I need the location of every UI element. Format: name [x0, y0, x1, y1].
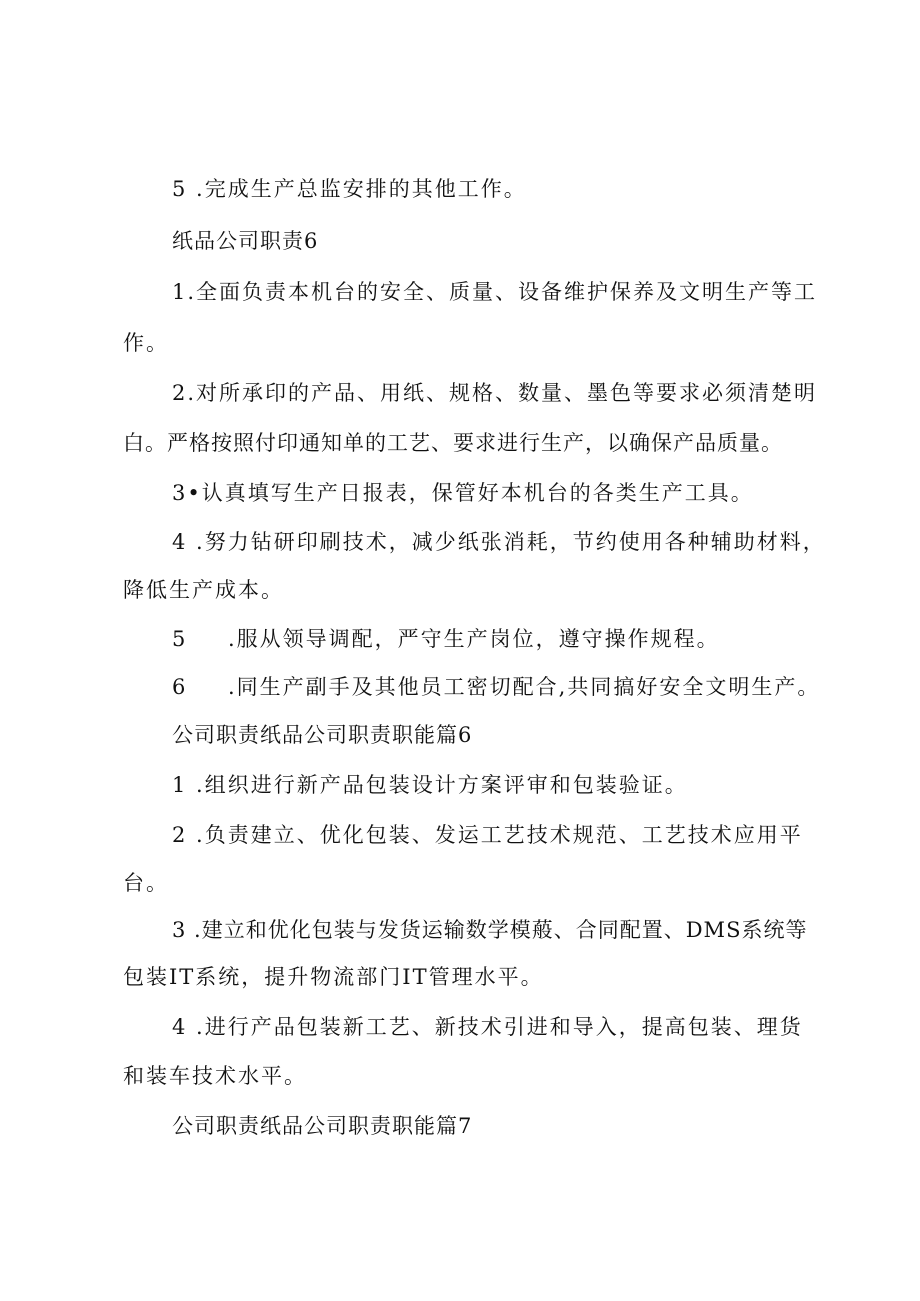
- paragraph-line: [172, 625, 720, 653]
- line-text: .努力钻研印刷技术，减少纸张消耗，节约使用各种辅助材料，: [187, 530, 826, 554]
- paragraph-line: [172, 175, 527, 203]
- item-number: 1: [172, 773, 188, 797]
- line-text: .组织进行新产品包装设计方案评审和包装验证。: [187, 773, 688, 797]
- section-heading: 纸品公司职责6: [172, 229, 319, 253]
- paragraph-line: 白。严格按照付印通知单的工艺、要求进行生产，以确保产品质量。: [123, 431, 783, 455]
- paragraph-line: [172, 771, 688, 799]
- item-number: 6: [172, 675, 188, 699]
- section-heading: 公司职责纸品公司职责职能篇6: [172, 723, 473, 747]
- section-heading: 公司职责纸品公司职责职能篇7: [172, 1114, 473, 1138]
- line-text: .进行产品包装新工艺、新技术引进和导入，提高包装、理货: [187, 1015, 803, 1039]
- paragraph-line: 2.对所承印的产品、用纸、规格、数量、墨色等要求必须清楚明: [172, 381, 818, 405]
- line-text: .服从领导调配，严守生产岗位，遵守操作规程。: [228, 627, 720, 651]
- item-number: 5: [172, 177, 188, 201]
- line-text: .建立和优化包装与发货运输数学模蒰、合同配置、DMS系统等: [186, 918, 808, 942]
- item-number: 4: [172, 1015, 188, 1039]
- item-number: 5: [172, 627, 188, 651]
- paragraph-line: 和装车技术水平。: [123, 1064, 307, 1088]
- paragraph-line: [172, 528, 826, 556]
- paragraph-line: 降低生产成本。: [123, 578, 284, 602]
- line-text: .负责建立、优化包装、发运工艺技术规范、工艺技术应用平: [187, 823, 803, 847]
- paragraph-line: 作。: [123, 331, 169, 355]
- item-number: 2: [172, 823, 188, 847]
- line-text: .完成生产总监安排的其他工作。: [187, 177, 527, 201]
- paragraph-line: [172, 673, 820, 701]
- paragraph-line: [172, 1013, 803, 1041]
- paragraph-line: [172, 916, 807, 944]
- paragraph-line: [172, 821, 803, 849]
- item-number: 4: [172, 530, 188, 554]
- line-text: .同生产副手及其他员工密切配合,共同搞好安全文明生产。: [228, 675, 821, 699]
- item-number: 3: [172, 918, 187, 942]
- paragraph-line: 3•认真填写生产日报表，保管好本机台的各类生产工具。: [172, 481, 754, 505]
- paragraph-line: 1.全面负责本机台的安全、质量、设备维护保养及文明生产等工: [172, 280, 818, 304]
- paragraph-line: 包装IT系统，提升物流部门IT管理水平。: [123, 965, 544, 989]
- paragraph-line: 台。: [123, 871, 169, 895]
